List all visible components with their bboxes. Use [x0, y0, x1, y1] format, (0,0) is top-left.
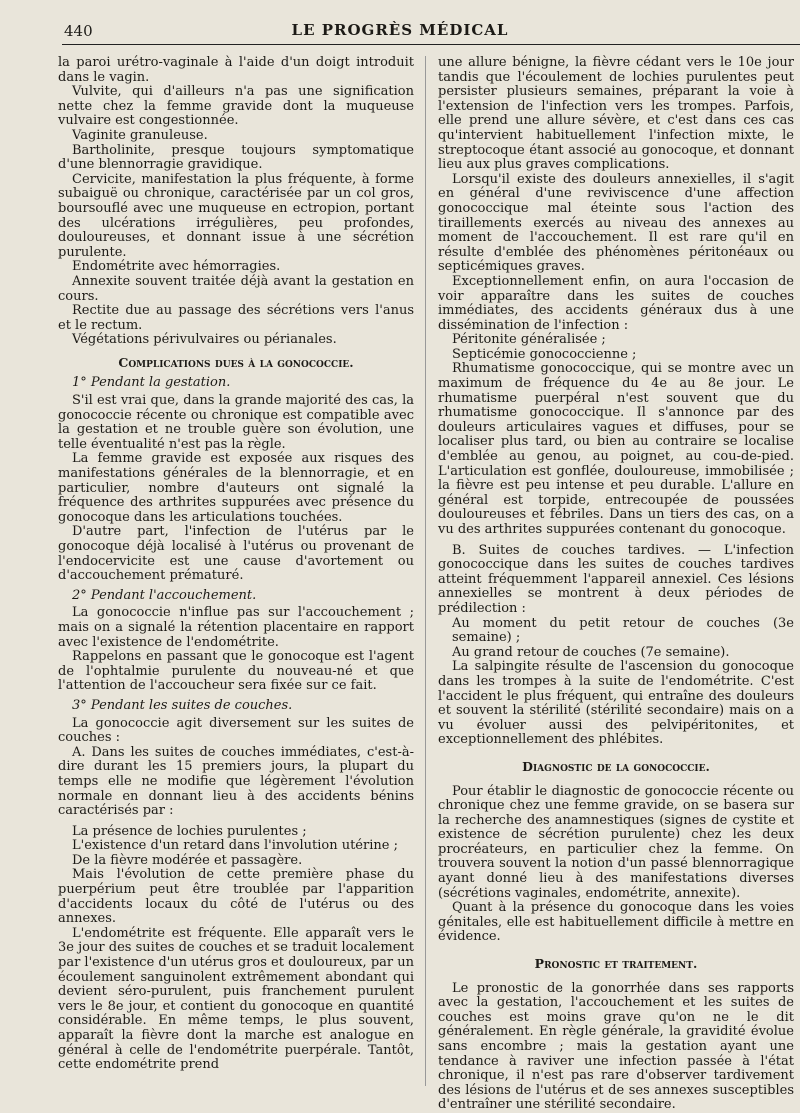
column-divider [425, 56, 426, 1086]
list-item: Au grand retour de couches (7e semaine). [452, 644, 730, 660]
subsection-heading: 2° Pendant l'accouchement. [72, 587, 257, 603]
page-number: 440 [64, 22, 93, 40]
paragraph: Exceptionnellement enfin, on aura l'occasion de voir apparaître dans les suites de couches immédiates, des accidents généraux dus à une dissémination de l'infection : [438, 273, 794, 333]
paragraph: Mais l'évolution de cette première phase du puerpérium peut être troublée par l'apparition d'accidents locaux du côté de l'utérus ou des annexes. [58, 867, 414, 927]
paragraph: La gonococcie agit diversement sur les suites de couches : [58, 715, 414, 746]
paragraph: Vulvite, qui d'ailleurs n'a pas une signification nette chez la femme gravide dont la muqueuse vulvaire est congestionnée. [58, 84, 414, 129]
list-item: Septicémie gonococcienne ; [452, 346, 637, 362]
paragraph: A. Dans les suites de couches immédiates, c'est-à-dire durant les 15 premiers jours, la plupart du temps elle ne modifie que légèrement l'évolution normale en donnant lieu à des accidents bénins caractérisés par : [58, 744, 414, 819]
paragraph: Endométrite avec hémorragies. [72, 259, 281, 275]
paragraph: Lorsqu'il existe des douleurs annexielles, il s'agit en général d'une reviviscence d'une affection gonococcique mal éteinte sous l'action des tiraillements exercés au niveau des annexes au moment de l'accouchement. Il est rare qu'il en résulte d'emblée des phénomènes péritonéaux ou septicémiques graves. [438, 171, 794, 275]
paragraph: Rectite due au passage des sécrétions vers l'anus et le rectum. [58, 303, 414, 333]
list-item: De la fièvre modérée et passagère. [72, 852, 303, 868]
subsection-heading: 3° Pendant les suites de couches. [72, 697, 293, 713]
list-item: La présence de lochies purulentes ; [72, 823, 307, 839]
paragraph: Rhumatisme gonococcique, qui se montre avec un maximum de fréquence du 4e au 8e jour. Le rhumatisme puerpéral n'est souvent que du rhumatisme gonococcique. Il s'annonce par des douleurs articulaires vagues et diffuses, pour se localiser plus tard, ou bien au contraire se localise d'emblée au genou, au poignet, au cou-de-pied. L'articulation est gonflée, douloureuse, immobilisée ; la fièvre est peu intense et peu durable. L'allure en général est torpide, entrecoupée de poussées douloureuses et fébriles. Dans un tiers des cas, on a vu des arthrites suppurées contenant du gonocoque. [438, 361, 794, 537]
right-column [438, 55, 794, 1113]
paragraph: une allure bénigne, la fièvre cédant vers le 10e jour tandis que l'écoulement de lochies purulentes peut persister plusieurs semaines, préparant la voie à l'extension de l'infection vers les trompes. Parfois, elle prend une allure sévère, et c'est dans ces cas qu'intervient habituellement l'infection mixte, le streptocoque étant associé au gonocoque, et donnant lieu aux plus graves complications. [438, 55, 794, 173]
section-heading-pronostic: Pronostic et traitement. [534, 956, 698, 972]
paragraph: Végétations périvulvaires ou périanales. [72, 332, 337, 348]
left-column [58, 56, 414, 1086]
section-heading-complications: Complications dues à la gonococcie. [118, 354, 354, 370]
page-header [0, 0, 800, 46]
list-item: L'existence d'un retard dans l'involution utérine ; [72, 838, 398, 854]
list-item: Péritonite généralisée ; [452, 332, 606, 348]
paragraph: La femme gravide est exposée aux risques des manifestations générales de la blennorragie, et en particulier, nombre d'auteurs ont signalé la fréquence des arthrites suppurées avec présence du gonocoque dans les articulations touchées. [58, 451, 414, 525]
section-heading-diagnostic: Diagnostic de la gonococcie. [522, 758, 710, 774]
paragraph: Vaginite granuleuse. [72, 127, 208, 143]
paragraph: La salpingite résulte de l'ascension du gonocoque dans les trompes à la suite de l'endométrite. C'est l'accident le plus fréquent, qui entraîne des douleurs et souvent la stérilité (stérilité secondaire) mais on a vu évoluer aussi des pelvipéritonites, et exceptionnellement des phlébites. [438, 659, 794, 748]
paragraph: L'endométrite est fréquente. Elle apparaît vers le 3e jour des suites de couches et se traduit localement par l'existence d'un utérus gros et douloureux, par un écoulement sanguinolent extrêmement abondant qui devient séro-purulent, puis franchement purulent vers le 8e jour, et contient du gonocoque en quantité considérable. En même temps, le plus souvent, apparaît la fièvre dont la marche est analogue en général à celle de l'endométrite puerpérale. Tantôt, cette endométrite prend [58, 925, 414, 1073]
paragraph: D'autre part, l'infection de l'utérus par le gonocoque déjà localisé à l'utérus ou provenant de l'endocervicite est une cause d'avortement ou d'accouchement prématuré. [58, 524, 414, 584]
paragraph: Quant à la présence du gonocoque dans les voies génitales, elle est habituellement difficile à mettre en évidence. [438, 900, 794, 945]
paragraph: Cervicite, manifestation la plus fréquente, à forme subaiguë ou chronique, caractérisée par un col gros, boursouflé avec une muqueuse en ectropion, portant des ulcérations irrégulières, peu profondes, douloureuses, et donnant issue à une sécrétion purulente. [58, 171, 414, 260]
list-item: Au moment du petit retour de couches (3e semaine) ; [452, 615, 794, 646]
paragraph: Le pronostic de la gonorrhée dans ses rapports avec la gestation, l'accouchement et les suites de couches est moins grave qu'on ne le dit généralement. En règle générale, la gravidité évolue sans encombre ; mais la gestation ayant une tendance à raviver une infection passée à l'état chronique, il n'est pas rare d'observer tardivement des lésions de l'utérus et de ses annexes susceptibles d'entraîner une stérilité secondaire. [438, 980, 794, 1113]
paragraph: Rappelons en passant que le gonocoque est l'agent de l'ophtalmie purulente du nouveau-né et que l'attention de l'accoucheur sera fixée sur ce fait. [58, 649, 414, 694]
paragraph: La gonococcie n'influe pas sur l'accouchement ; mais on a signalé la rétention placentaire en rapport avec l'existence de l'endométrite. [58, 605, 414, 650]
paragraph: B. Suites de couches tardives. — L'infection gonococcique dans les suites de couches tardives atteint fréquemment l'appareil annexiel. Ces lésions annexielles se montrent à deux périodes de prédilection : [438, 542, 794, 616]
paragraph: Annexite souvent traitée déjà avant la gestation en cours. [58, 273, 414, 304]
header-rule [62, 44, 800, 45]
journal-title: LE PROGRÈS MÉDICAL [291, 21, 509, 39]
paragraph: Bartholinite, presque toujours symptomatique d'une blennorragie gravidique. [58, 142, 414, 173]
subsection-heading: 1° Pendant la gestation. [72, 375, 231, 391]
paragraph: la paroi urétro-vaginale à l'aide d'un doigt introduit dans le vagin. [58, 55, 414, 85]
paragraph: Pour établir le diagnostic de gonococcie récente ou chronique chez une femme gravide, on se basera sur la recherche des anamnestiques (signes de cystite et existence de sécrétion purulente) chez les deux procréateurs, en particulier chez la femme. On trouvera souvent la notion d'un passé blennorragique ayant donné lieu à des manifestations diverses (sécrétions vaginales, endométrite, annexite). [438, 783, 794, 901]
paragraph: S'il est vrai que, dans la grande majorité des cas, la gonococcie récente ou chronique est compatible avec la gestation et ne trouble guère son évolution, une telle éventualité n'est pas la règle. [58, 393, 414, 452]
